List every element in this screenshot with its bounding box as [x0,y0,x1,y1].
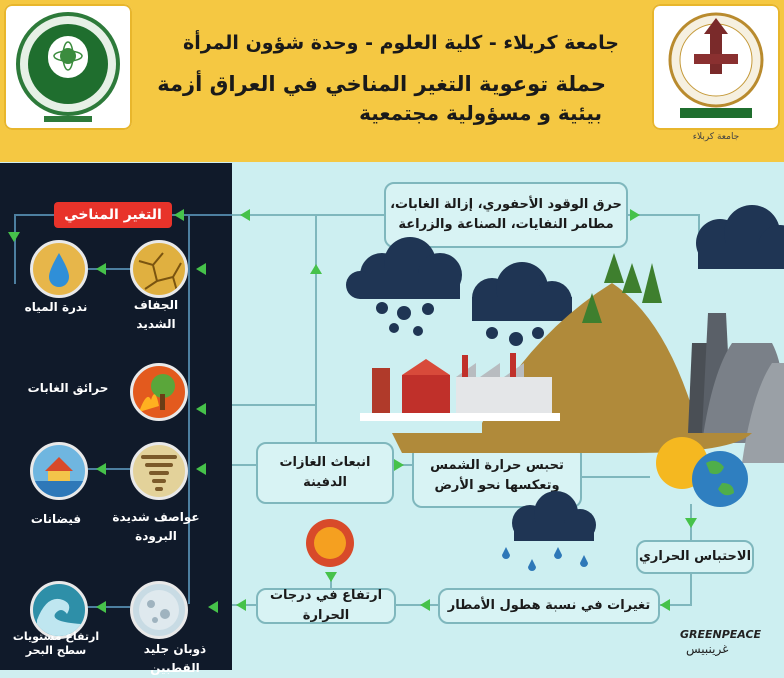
arrow-left-icon [208,601,218,613]
header-line-3: بيئية و مسؤولية مجتمعية [359,101,602,125]
panel-connector [14,214,16,284]
arrow-down-icon [8,232,20,242]
box-rainfall-change: تغيرات في نسبة هطول الأمطار [438,588,660,624]
cracked-earth-icon [130,240,188,298]
effect-label-cold-storms: عواصف شديدة البرودة [112,510,200,544]
arrow-left-icon [174,209,184,221]
greenpeace-arabic: غرينبيس [686,642,729,656]
arrow-left-icon [96,463,106,475]
arrow-left-icon [196,403,206,415]
university-logo-caption: جامعة كربلاء [692,132,740,142]
flooded-house-icon [30,442,88,500]
effect-label-water-scarcity: ندرة المياه [24,300,88,314]
university-logo [652,4,780,130]
effect-label-drought: الجفاف الشديد [133,298,179,332]
effects-title: التغير المناخي [54,202,172,228]
effect-label-floods: فيضانات [30,512,82,526]
box-trap-sun-heat: تحبس حرارة الشمس وتعكسها نحو الأرض [412,444,582,508]
effect-label-sea-level: ارتفاع مستويات سطح البحر [12,630,100,658]
header-line-2: حملة توعوية التغير المناخي في العراق أزمة [157,72,606,96]
arrow-left-icon [196,263,206,275]
greenpeace-logo: GREENPEACE [680,628,762,641]
forest-fire-icon [130,363,188,421]
box-global-warming: الاحتباس الحراري [636,540,754,574]
box-temperature-rise: ارتفاع في درجات الحرارة [256,588,396,624]
arrow-left-icon [96,263,106,275]
header-banner [0,0,784,162]
box-emission-sources: حرق الوقود الأحفوري، إزالة الغابات، مطامر النفايات، الصناعة والزراعة [384,182,628,248]
climate-illustration [232,163,784,670]
header-line-1: جامعة كربلاء - كلية العلوم - وحدة شؤون المرأة [183,32,619,54]
effect-label-polar-ice: ذوبان جليد القطبين [143,642,207,676]
arrow-left-icon [196,463,206,475]
arrow-left-icon [96,601,106,613]
panel-connector [14,214,54,216]
faculty-logo [4,4,132,130]
ice-melt-icon [130,581,188,639]
tornado-icon [130,442,188,500]
effect-label-forest-fires: حرائق الغابات [27,381,109,395]
water-drop-icon [30,240,88,298]
box-greenhouse-gas: انبعاث الغازات الدفينة [256,442,394,504]
